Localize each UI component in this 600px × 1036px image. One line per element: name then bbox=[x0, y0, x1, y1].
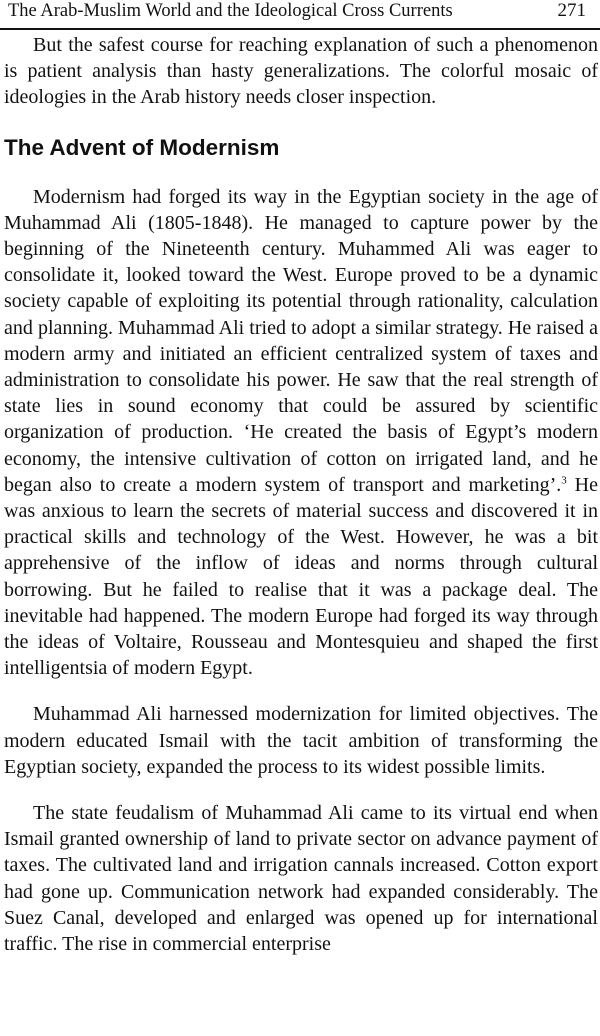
paragraph-modernism-1 bbox=[4, 184, 598, 682]
paragraph-modernism-1-part-b: He was anxious to learn the secrets of material success and discovered it in practical skills and technology of the West. However, he was a bit apprehensive of the inflow of ideas and norms through cultural borrowing. But he failed to realise that it was a package deal. The inevitable had happened. The modern Europe had forged its way through the ideas of Voltaire, Rousseau and Montesquieu and shaped the first intelligentsia of modern Egypt. bbox=[4, 473, 598, 680]
paragraph-modernism-2: Muhammad Ali harnessed modernization for limited objectives. The modern educated Ismail with the tacit ambition of transforming the Egyptian society, expanded the process to its widest possible limits. bbox=[4, 703, 598, 778]
header-rule bbox=[0, 28, 600, 30]
running-head bbox=[8, 0, 586, 26]
body-text bbox=[4, 32, 598, 957]
paragraph-intro: But the safest course for reaching explanation of such a phenomenon is patient analysis than hasty generalizations. The colorful mosaic of ideologies in the Arab history needs closer inspection. bbox=[4, 34, 598, 109]
page-number: 271 bbox=[557, 0, 586, 21]
section-heading: The Advent of Modernism bbox=[4, 134, 280, 160]
running-head-title: The Arab-Muslim World and the Ideological Cross Currents bbox=[8, 1, 453, 21]
footnote-reference: 3 bbox=[561, 474, 567, 487]
paragraph-modernism-1-part-a: Modernism had forged its way in the Egyptian society in the age of Muhammad Ali (1805-1848). He managed to capture power by the beginning of the Nineteenth century. Muhammed Ali was eager to consolidate it, looked toward the West. Europe proved to be a dynamic society capable of exploiting its potential through rationality, calculation and planning. Muhammad Ali tried to adopt a similar strategy. He raised a modern army and initiated an efficient centralized system of taxes and administration to consolidate his power. He saw that the real strength of state lies in sound economy that could be assured by scientific organization of production. ‘He created the basis of Egypt’s modern economy, the intensive cultivation of cotton on irrigated land, and he began also to create a modern system of transport and marketing’. bbox=[4, 185, 598, 496]
paragraph-modernism-3: The state feudalism of Muhammad Ali came to its virtual end when Ismail granted ownership of land to private sector on advance payment of taxes. The cultivated land and irrigation cannals increased. Cotton export had gone up. Communication network had expanded considerably. The Suez Canal, developed and enlarged was opened up for international traffic. The rise in commercial enterprise bbox=[4, 802, 598, 956]
